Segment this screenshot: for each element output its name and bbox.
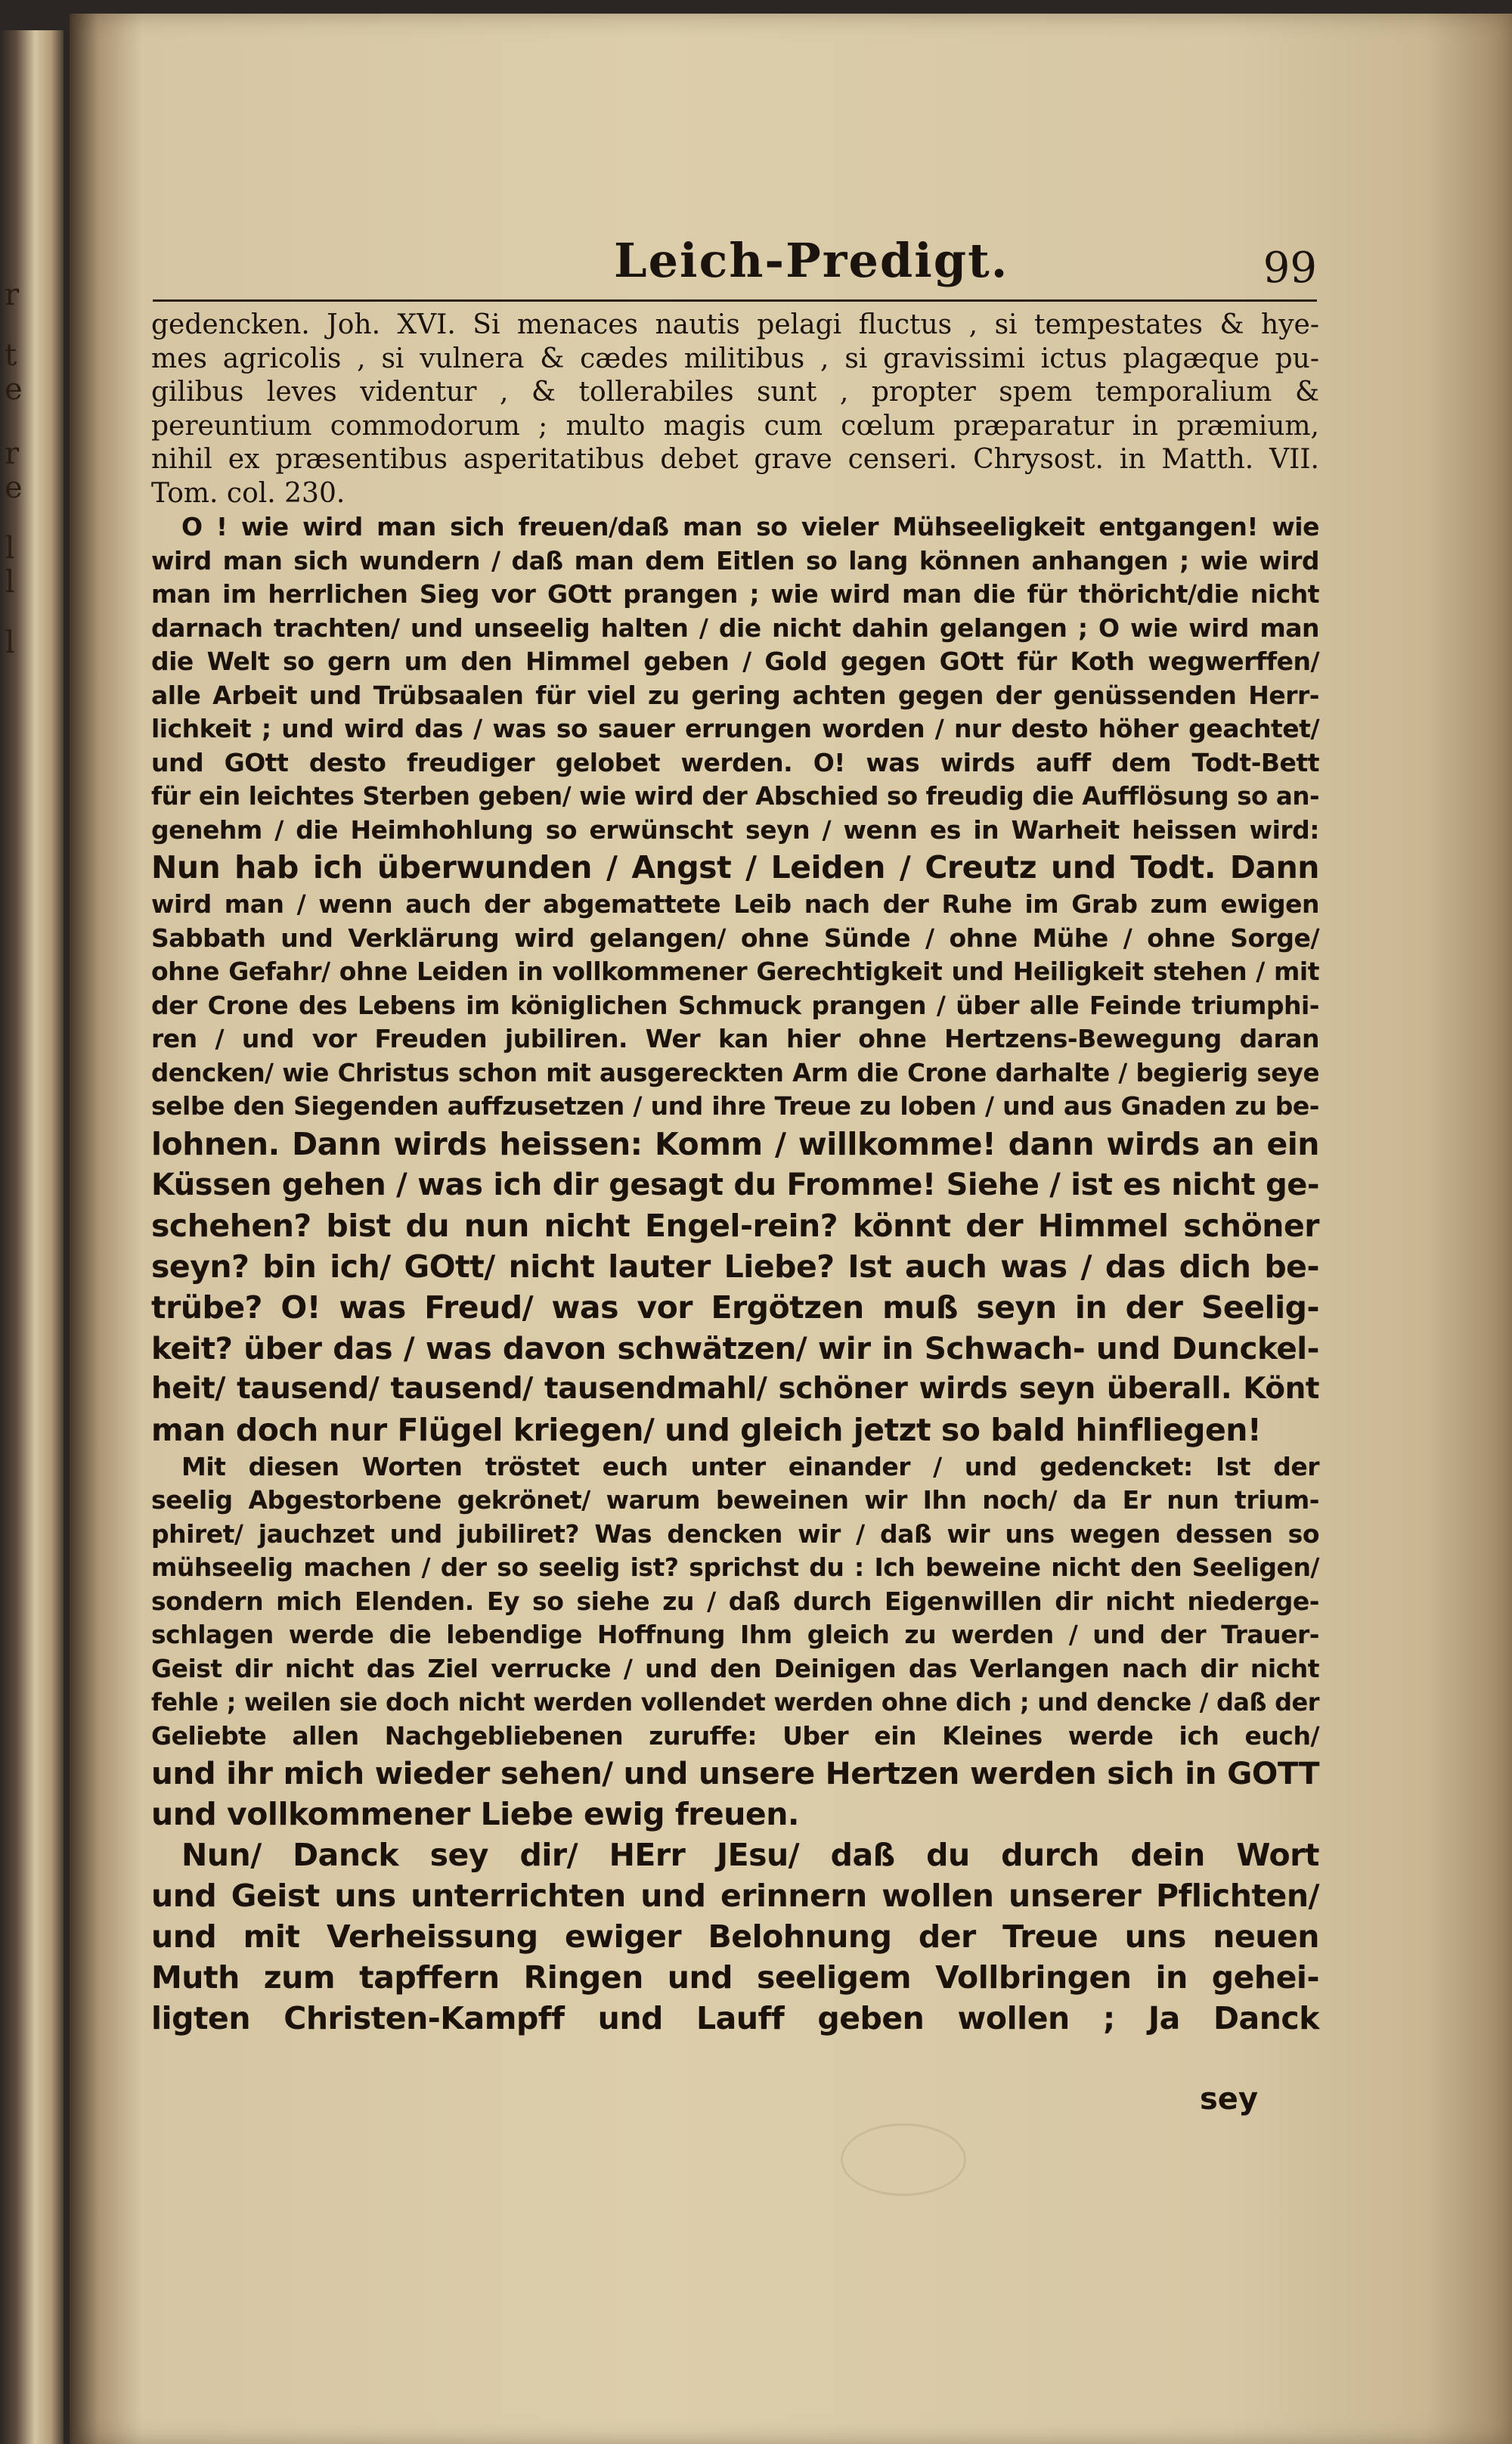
- text-line: dencken/ wie Christus schon mit ausgereckten Arm die Crone darhalte / begierig seye: [151, 1058, 1319, 1087]
- text-line: wird man / wenn auch der abgemattete Leib nach der Ruhe im Grab zum ewigen: [151, 889, 1319, 919]
- text-line: Sabbath und Verklärung wird gelangen/ ohne Sünde / ohne Mühe / ohne Sorge/: [151, 923, 1319, 953]
- margin-mark: r: [5, 278, 20, 312]
- text-line: gedencken. Joh. XVI. Si menaces nautis pelagi fluctus , si tempestates & hye-: [151, 309, 1319, 340]
- text-line: ren / und vor Freuden jubiliren. Wer kan hier ohne Hertzens-Bewegung daran: [151, 1024, 1319, 1053]
- margin-mark: r: [5, 436, 20, 471]
- text-line: schehen? bist du nun nicht Engel-rein? könnt der Himmel schöner: [151, 1207, 1319, 1244]
- text-line: Muth zum tapffern Ringen und seeligem Vollbringen in gehei-: [151, 1959, 1319, 1996]
- text-line: genehm / die Heimhohlung so erwünscht seyn / wenn es in Warheit heissen wird:: [151, 814, 1319, 845]
- margin-mark: t: [5, 338, 17, 373]
- text-line: und ihr mich wieder sehen/ und unsere Hertzen werden sich in GOTT: [151, 1755, 1319, 1791]
- text-line: keit? über das / was davon schwätzen/ wir in Schwach- und Dunckel-: [151, 1329, 1319, 1366]
- text-line: phiret/ jauchzet und jubiliret? Was dencken wir / daß wir uns wegen dessen so: [151, 1518, 1319, 1549]
- text-line: wird man sich wundern / daß man dem Eitlen so lang können anhangen ; wie wird: [151, 545, 1319, 575]
- text-line: trübe? O! was Freud/ was vor Ergötzen muß seyn in der Seelig-: [151, 1289, 1319, 1326]
- text-line: pereuntium commodorum ; multo magis cum cœlum præparatur in præmium,: [151, 410, 1319, 442]
- margin-mark: e: [5, 470, 23, 505]
- text-line: gilibus leves videntur , & tollerabiles sunt , propter spem temporalium &: [151, 377, 1319, 408]
- text-line: Nun hab ich überwunden / Angst / Leiden / Creutz und Todt. Dann: [151, 849, 1319, 885]
- text-line: der Crone des Lebens im königlichen Schmuck prangen / über alle Feinde triumphi-: [151, 990, 1319, 1020]
- faded-stamp: [841, 2123, 966, 2196]
- text-line: schlagen werde die lebendige Hoffnung Ihm gleich zu werden / und der Trauer-: [151, 1620, 1319, 1649]
- text-line: selbe den Siegenden auffzusetzen / und ihre Treue zu loben / und aus Gnaden zu be-: [151, 1091, 1319, 1121]
- text-line: und mit Verheissung ewiger Belohnung der Treue uns neuen: [151, 1918, 1319, 1955]
- text-line: und vollkommener Liebe ewig freuen.: [151, 1796, 799, 1832]
- page-number: 99: [1263, 243, 1317, 293]
- margin-mark: l: [5, 565, 15, 600]
- text-line: für ein leichtes Sterben geben/ wie wird der Abschied so freudig die Aufflösung so an-: [151, 782, 1319, 811]
- page-header: [553, 233, 1317, 316]
- margin-mark: l: [5, 625, 15, 660]
- text-line: Mit diesen Worten tröstet euch unter einander / und gedencket: Ist der: [181, 1451, 1319, 1481]
- header-rule: [153, 299, 1317, 302]
- text-line: ligten Christen-Kampff und Lauff geben wollen ; Ja Danck: [151, 2000, 1319, 2036]
- text-line: seyn? bin ich/ GOtt/ nicht lauter Liebe? Ist auch was / das dich be-: [151, 1248, 1319, 1285]
- running-title: Leich-Predigt.: [614, 233, 1009, 288]
- margin-mark: l: [5, 531, 15, 566]
- text-line: seelig Abgestorbene gekrönet/ warum beweinen wir Ihn noch/ da Er nun trium-: [151, 1485, 1319, 1515]
- text-line: mühseelig machen / der so seelig ist? sprichst du : Ich beweine nicht den Seeligen/: [151, 1552, 1319, 1582]
- text-line: lichkeit ; und wird das / was so sauer errungen worden / nur desto höher geachtet/: [151, 714, 1319, 743]
- text-line: heit/ tausend/ tausend/ tausendmahl/ schöner wirds seyn überall. Könt: [151, 1371, 1319, 1406]
- text-line: alle Arbeit und Trübsaalen für viel zu gering achten gegen der genüssenden Herr-: [151, 680, 1319, 710]
- text-line: sondern mich Elenden. Ey so siehe zu / daß durch Eigenwillen dir nicht niederge-: [151, 1586, 1319, 1616]
- text-line: Geliebte allen Nachgebliebenen zuruffe: Uber ein Kleines werde ich euch/: [151, 1720, 1319, 1751]
- text-line: und GOtt desto freudiger gelobet werden. O! was wirds auff dem Todt-Bett: [151, 747, 1319, 777]
- text-line: man doch nur Flügel kriegen/ und gleich jetzt so bald hinfliegen!: [151, 1411, 1262, 1448]
- text-line: lohnen. Dann wirds heissen: Komm / willkomme! dann wirds an ein: [151, 1125, 1319, 1162]
- text-line: mes agricolis , si vulnera & cædes militibus , si gravissimi ictus plagæque pu-: [151, 343, 1319, 374]
- margin-mark: e: [5, 372, 23, 407]
- neighbor-page-edge: [0, 30, 64, 2444]
- catchword: sey: [1200, 2082, 1259, 2117]
- text-line: Küssen gehen / was ich dir gesagt du Fromme! Siehe / ist es nicht ge-: [151, 1167, 1319, 1202]
- text-line: O ! wie wird man sich freuen/daß man so vieler Mühseeligkeit entgangen! wie: [181, 512, 1319, 541]
- text-line: nihil ex præsentibus asperitatibus debet grave censeri. Chrysost. in Matth. VII.: [151, 444, 1319, 475]
- book-page: [70, 14, 1512, 2444]
- text-line: die Welt so gern um den Himmel geben / Gold gegen GOtt für Koth wegwerffen/: [151, 647, 1319, 676]
- text-line: und Geist uns unterrichten und erinnern wollen unserer Pflichten/: [151, 1878, 1319, 1914]
- body-text: [151, 309, 1319, 2039]
- text-line: Tom. col. 230.: [151, 477, 345, 509]
- text-line: man im herrlichen Sieg vor GOtt prangen ; wie wird man die für thöricht/die nicht: [151, 579, 1319, 609]
- text-line: fehle ; weilen sie doch nicht werden vollendet werden ohne dich ; und dencke / daß der: [151, 1688, 1319, 1717]
- text-line: Geist dir nicht das Ziel verrucke / und den Deinigen das Verlangen nach dir nicht: [151, 1653, 1319, 1683]
- text-line: ohne Gefahr/ ohne Leiden in vollkommener Gerechtigkeit und Heiligkeit stehen / mit: [151, 957, 1319, 986]
- text-line: darnach trachten/ und unseelig halten / die nicht dahin gelangen ; O wie wird man: [151, 613, 1319, 643]
- text-line: Nun/ Danck sey dir/ HErr JEsu/ daß du durch dein Wort: [181, 1837, 1319, 1873]
